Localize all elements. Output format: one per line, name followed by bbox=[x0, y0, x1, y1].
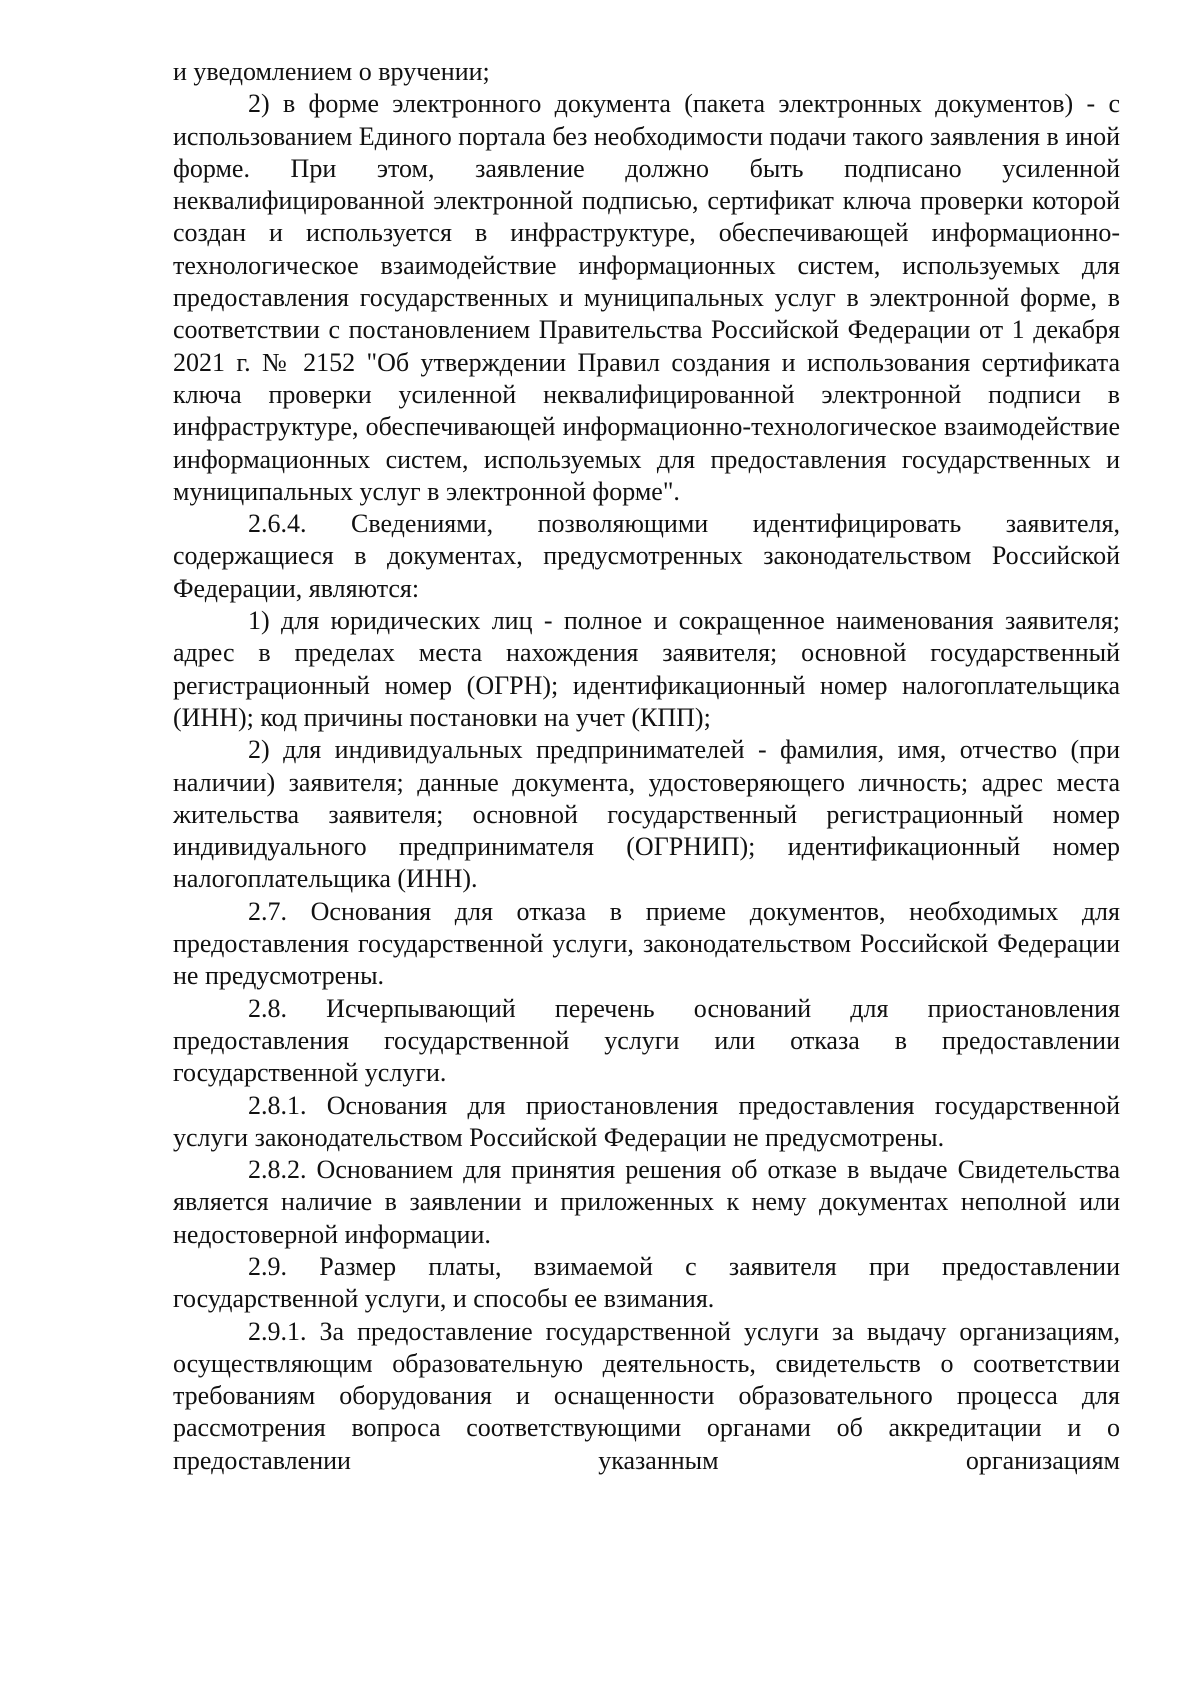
paragraph-continuation: и уведомлением о вручении; bbox=[173, 57, 490, 86]
paragraph-2-6-4: 2.6.4. Сведениями, позволяющими идентифицировать заявителя, содержащиеся в документах, предусмотренных законодательством Российской Федерации, являются: bbox=[173, 509, 1120, 603]
paragraph-2-8-1: 2.8.1. Основания для приостановления предоставления государственной услуги законодательством Российской Федерации не предусмотрены. bbox=[173, 1090, 1120, 1152]
paragraph-2-7: 2.7. Основания для отказа в приеме документов, необходимых для предоставления государственной услуги, законодательством Российской Федерации не предусмотрены. bbox=[173, 896, 1120, 991]
paragraph-2-9: 2.9. Размер платы, взимаемой с заявителя при предоставлении государственной услуги, и способы ее взимания. bbox=[173, 1251, 1120, 1314]
body-text bbox=[173, 56, 1120, 1477]
paragraph-2-8-2: 2.8.2. Основанием для принятия решения об отказе в выдаче Свидетельства является наличие в заявлении и приложенных к нему документах неполной или недостоверной информации. bbox=[173, 1155, 1120, 1249]
paragraph-2-9-1: 2.9.1. За предоставление государственной услуги за выдачу организациям, осуществляющим образовательную деятельность, свидетельств о соответствии требованиям оборудования и оснащенности образовательного процесса для рассмотрения вопроса соответствующими органами об аккредитации и о предоставлении указанным организациям bbox=[173, 1316, 1120, 1475]
paragraph-legal-entities: 1) для юридических лиц - полное и сокращенное наименования заявителя; адрес в пределах места нахождения заявителя; основной государственный регистрационный номер (ОГРН); идентификационный номер налогоплательщика (ИНН); код причины постановки на учет (КПП); bbox=[173, 606, 1120, 732]
paragraph-2-8: 2.8. Исчерпывающий перечень оснований для приостановления предоставления государственной услуги или отказа в предоставлении государственной услуги. bbox=[173, 993, 1120, 1088]
paragraph-electronic-form: 2) в форме электронного документа (пакета электронных документов) - с использованием Единого портала без необходимости подачи такого заявления в иной форме. При этом, заявление должно быть подписано усиленной неквалифицированной электронной подписью, сертификат ключа проверки которой создан и используется в инфраструктуре, обеспечивающей информационно-технологическое взаимодействие информационных систем, используемых для предоставления государственных и муниципальных услуг в электронной форме, в соответствии с постановлением Правительства Российской Федерации от 1 декабря 2021 г. № 2152 "Об утверждении Правил создания и использования сертификата ключа проверки усиленной неквалифицированной электронной подписи в инфраструктуре, обеспечивающей информационно-технологическое взаимодействие информационных систем, используемых для предоставления государственных и муниципальных услуг в электронной форме". bbox=[173, 89, 1120, 506]
paragraph-entrepreneurs: 2) для индивидуальных предпринимателей - фамилия, имя, отчество (при наличии) заявителя; данные документа, удостоверяющего личность; адрес места жительства заявителя; основной государственный регистрационный номер индивидуального предпринимателя (ОГРНИП); идентификационный номер налогоплательщика (ИНН). bbox=[173, 735, 1120, 894]
